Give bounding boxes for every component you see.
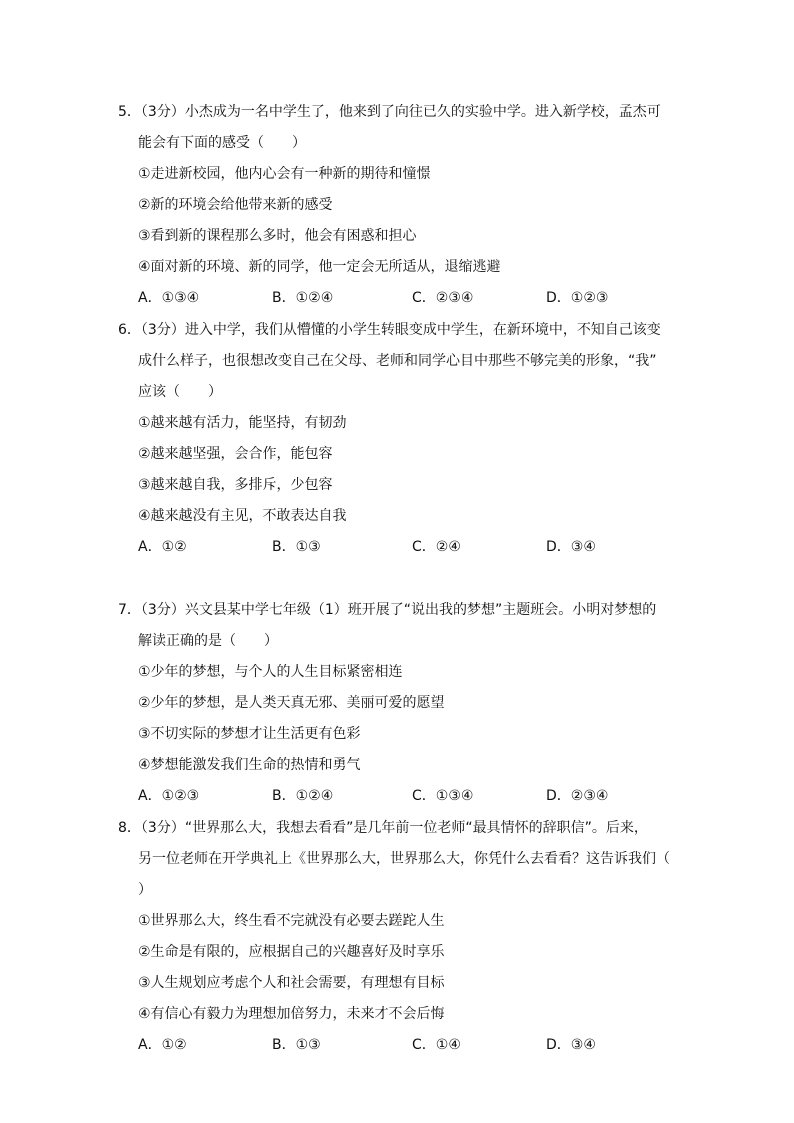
question-stem-line: 成什么样子，也很想改变自己在父母、老师和同学心目中那些不够完美的形象，“我” [138, 353, 657, 369]
question-stem-line: 6．（3分）进入中学，我们从懵懂的小学生转眼变成中学生，在新环境中，不知自己该变 [118, 322, 661, 338]
statement-2: ②越来越坚强，会合作，能包容 [138, 446, 333, 462]
question-8 [118, 813, 678, 1061]
choice-a[interactable]: A．①② [138, 1037, 187, 1053]
choice-d[interactable]: D．①②③ [546, 290, 609, 306]
choice-d[interactable]: D．③④ [546, 1037, 596, 1053]
choice-a[interactable]: A．①③④ [138, 290, 200, 306]
statement-2: ②少年的梦想，是人类天真无邪、美丽可爱的愿望 [138, 695, 445, 711]
statement-3: ③不切实际的梦想才让生活更有色彩 [138, 726, 361, 742]
choice-d[interactable]: D．②③④ [546, 788, 609, 804]
choice-b[interactable]: B．①②④ [272, 290, 334, 306]
choice-c[interactable]: C．②③④ [412, 290, 474, 306]
question-stem-line: 5．（3分）小杰成为一名中学生了，他来到了向往已久的实验中学。进入新学校，孟杰可 [118, 104, 661, 120]
statement-2: ②生命是有限的，应根据自己的兴趣喜好及时享乐 [138, 944, 445, 960]
statement-3: ③人生规划应考虑个人和社会需要，有理想有目标 [138, 975, 445, 991]
choice-b[interactable]: B．①③ [272, 539, 321, 555]
answer-choices [118, 1030, 678, 1061]
choice-d[interactable]: D．③④ [546, 539, 596, 555]
choice-a[interactable]: A．①②③ [138, 788, 200, 804]
statement-3: ③越来越自我，多排斥，少包容 [138, 477, 333, 493]
statement-1: ①越来越有活力，能坚持，有韧劲 [138, 415, 347, 431]
question-stem-line: 解读正确的是（ ） [138, 633, 278, 649]
statement-4: ④有信心有毅力为理想加倍努力，未来才不会后悔 [138, 1006, 445, 1022]
question-stem-line: 7．（3分）兴文县某中学七年级（1）班开展了“说出我的梦想”主题班会。小明对梦想的 [118, 602, 657, 618]
question-6 [118, 315, 678, 563]
question-stem-line: 另一位老师在开学典礼上《世界那么大，世界那么大，你凭什么去看看？这告诉我们（ [138, 851, 670, 867]
question-stem-line: 应该（ ） [138, 384, 222, 400]
choice-a[interactable]: A．①② [138, 539, 187, 555]
question-stem-line: 能会有下面的感受（ ） [138, 135, 306, 151]
answer-choices [118, 283, 678, 314]
question-stem-line: 8．（3分）“世界那么大，我想去看看”是几年前一位老师“最具情怀的辞职信”。后来， [118, 820, 648, 836]
answer-choices [118, 532, 678, 563]
answer-choices [118, 781, 678, 812]
statement-1: ①走进新校园，他内心会有一种新的期待和憧憬 [138, 166, 431, 182]
statement-4: ④越来越没有主见，不敢表达自我 [138, 508, 347, 524]
choice-b[interactable]: B．①③ [272, 1037, 321, 1053]
statement-1: ①少年的梦想，与个人的人生目标紧密相连 [138, 664, 403, 680]
choice-b[interactable]: B．①②④ [272, 788, 334, 804]
choice-c[interactable]: C．②④ [412, 539, 461, 555]
choice-c[interactable]: C．①③④ [412, 788, 474, 804]
statement-1: ①世界那么大，终生看不完就没有必要去蹉跎人生 [138, 913, 445, 929]
question-7 [118, 595, 678, 812]
statement-2: ②新的环境会给他带来新的感受 [138, 197, 333, 213]
question-5 [118, 97, 678, 314]
statement-3: ③看到新的课程那么多时，他会有困惑和担心 [138, 228, 417, 244]
choice-c[interactable]: C．①④ [412, 1037, 461, 1053]
question-stem-line: ） [138, 882, 152, 898]
statement-4: ④面对新的环境、新的同学，他一定会无所适从，退缩逃避 [138, 259, 501, 275]
statement-4: ④梦想能激发我们生命的热情和勇气 [138, 757, 361, 773]
